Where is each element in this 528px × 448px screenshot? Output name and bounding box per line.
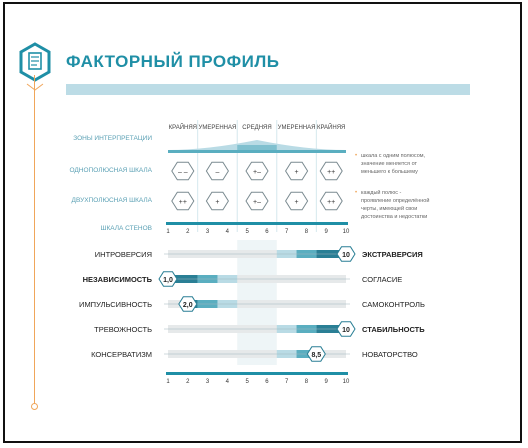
- legend-row-label: ОДНОПОЛЮСНАЯ ШКАЛА: [69, 167, 152, 174]
- note-bipolar-line: достоинства и недостатки: [361, 214, 428, 220]
- factor-right-pole: СОГЛАСИЕ: [362, 275, 403, 284]
- factor-value: 10: [342, 252, 350, 259]
- unipolar-sign: ++: [327, 169, 336, 176]
- sten-tick-label: 8: [304, 229, 309, 235]
- sten-tick-label: 4: [225, 229, 230, 235]
- note-unipolar-line: значение меняется от: [361, 161, 418, 167]
- note-bipolar-line: каждый полюс -: [361, 190, 402, 196]
- bipolar-sign: +: [294, 199, 299, 206]
- sten-tick-label: 1: [166, 379, 170, 385]
- note-bipolar-line: проявление определённой: [361, 198, 430, 204]
- factor-right-pole: НОВАТОРСТВО: [362, 350, 418, 359]
- note-bullet: •: [355, 190, 358, 196]
- zone-label: КРАЙНЯЯ: [168, 125, 198, 131]
- unipolar-sign: –: [215, 169, 220, 176]
- factor-value: 10: [342, 327, 350, 334]
- factor-value: 8,5: [311, 352, 322, 359]
- zone-middle: [237, 145, 277, 153]
- unipolar-sign: +–: [253, 169, 261, 176]
- sten-scale-bottom: [166, 372, 348, 375]
- sten-tick-label: 7: [284, 229, 289, 235]
- sten-tick-label: 3: [205, 229, 210, 235]
- factor-value: 2,0: [182, 302, 193, 309]
- factor-right-pole: СТАБИЛЬНОСТЬ: [362, 325, 425, 334]
- sten-tick-label: 5: [245, 379, 249, 385]
- factor-left-pole: КОНСЕРВАТИЗМ: [91, 350, 152, 359]
- sten-tick-label: 2: [186, 379, 190, 385]
- legend-row-label: ШКАЛА СТЕНОВ: [100, 225, 152, 232]
- bipolar-sign: ++: [178, 199, 187, 206]
- factor-left-pole: НЕЗАВИСИМОСТЬ: [82, 275, 152, 284]
- note-unipolar-line: меньшего к большему: [361, 169, 418, 175]
- zone-label: СРЕДНЯЯ: [242, 125, 272, 131]
- sten-tick-label: 8: [304, 379, 309, 385]
- sten-tick-label: 5: [245, 229, 249, 235]
- zone-label: УМЕРЕННАЯ: [277, 125, 316, 131]
- bipolar-sign: +–: [253, 199, 261, 206]
- factor-left-pole: ИНТРОВЕРСИЯ: [94, 250, 152, 259]
- note-bullet: •: [355, 153, 358, 159]
- bipolar-sign: +: [215, 199, 220, 206]
- note-unipolar-line: шкала с одним полюсом,: [361, 153, 426, 159]
- sten-tick-label: 10: [342, 379, 350, 385]
- zone-label: КРАЙНЯЯ: [316, 125, 346, 131]
- zone-label: УМЕРЕННАЯ: [198, 125, 237, 131]
- note-bipolar-line: черты, имеющей свои: [361, 206, 418, 212]
- legend-row-label: ЗОНЫ ИНТЕРПРЕТАЦИИ: [73, 135, 152, 142]
- page-title: ФАКТОРНЫЙ ПРОФИЛЬ: [66, 52, 280, 71]
- sten-scale-top: [166, 222, 348, 225]
- factor-value: 1,0: [163, 277, 173, 284]
- unipolar-sign: – –: [177, 169, 188, 176]
- sten-tick-label: 9: [324, 379, 328, 385]
- bipolar-sign: ++: [327, 199, 336, 206]
- sten-tick-label: 4: [225, 379, 230, 385]
- sten-tick-label: 2: [186, 229, 190, 235]
- factor-right-pole: ЭКСТРАВЕРСИЯ: [362, 250, 423, 259]
- factor-left-pole: ТРЕВОЖНОСТЬ: [94, 325, 152, 334]
- sten-tick-label: 9: [324, 229, 328, 235]
- legend-row-label: ДВУХПОЛЮСНАЯ ШКАЛА: [71, 197, 152, 204]
- factor-right-pole: САМОКОНТРОЛЬ: [362, 300, 425, 309]
- factor-left-pole: ИМПУЛЬСИВНОСТЬ: [79, 300, 152, 309]
- unipolar-sign: +: [294, 169, 299, 176]
- sten-tick-label: 7: [284, 379, 289, 385]
- sten-tick-label: 6: [265, 379, 269, 385]
- sten-tick-label: 3: [205, 379, 210, 385]
- sten-tick-label: 6: [265, 229, 269, 235]
- sten-tick-label: 1: [166, 229, 170, 235]
- sten-tick-label: 10: [342, 229, 350, 235]
